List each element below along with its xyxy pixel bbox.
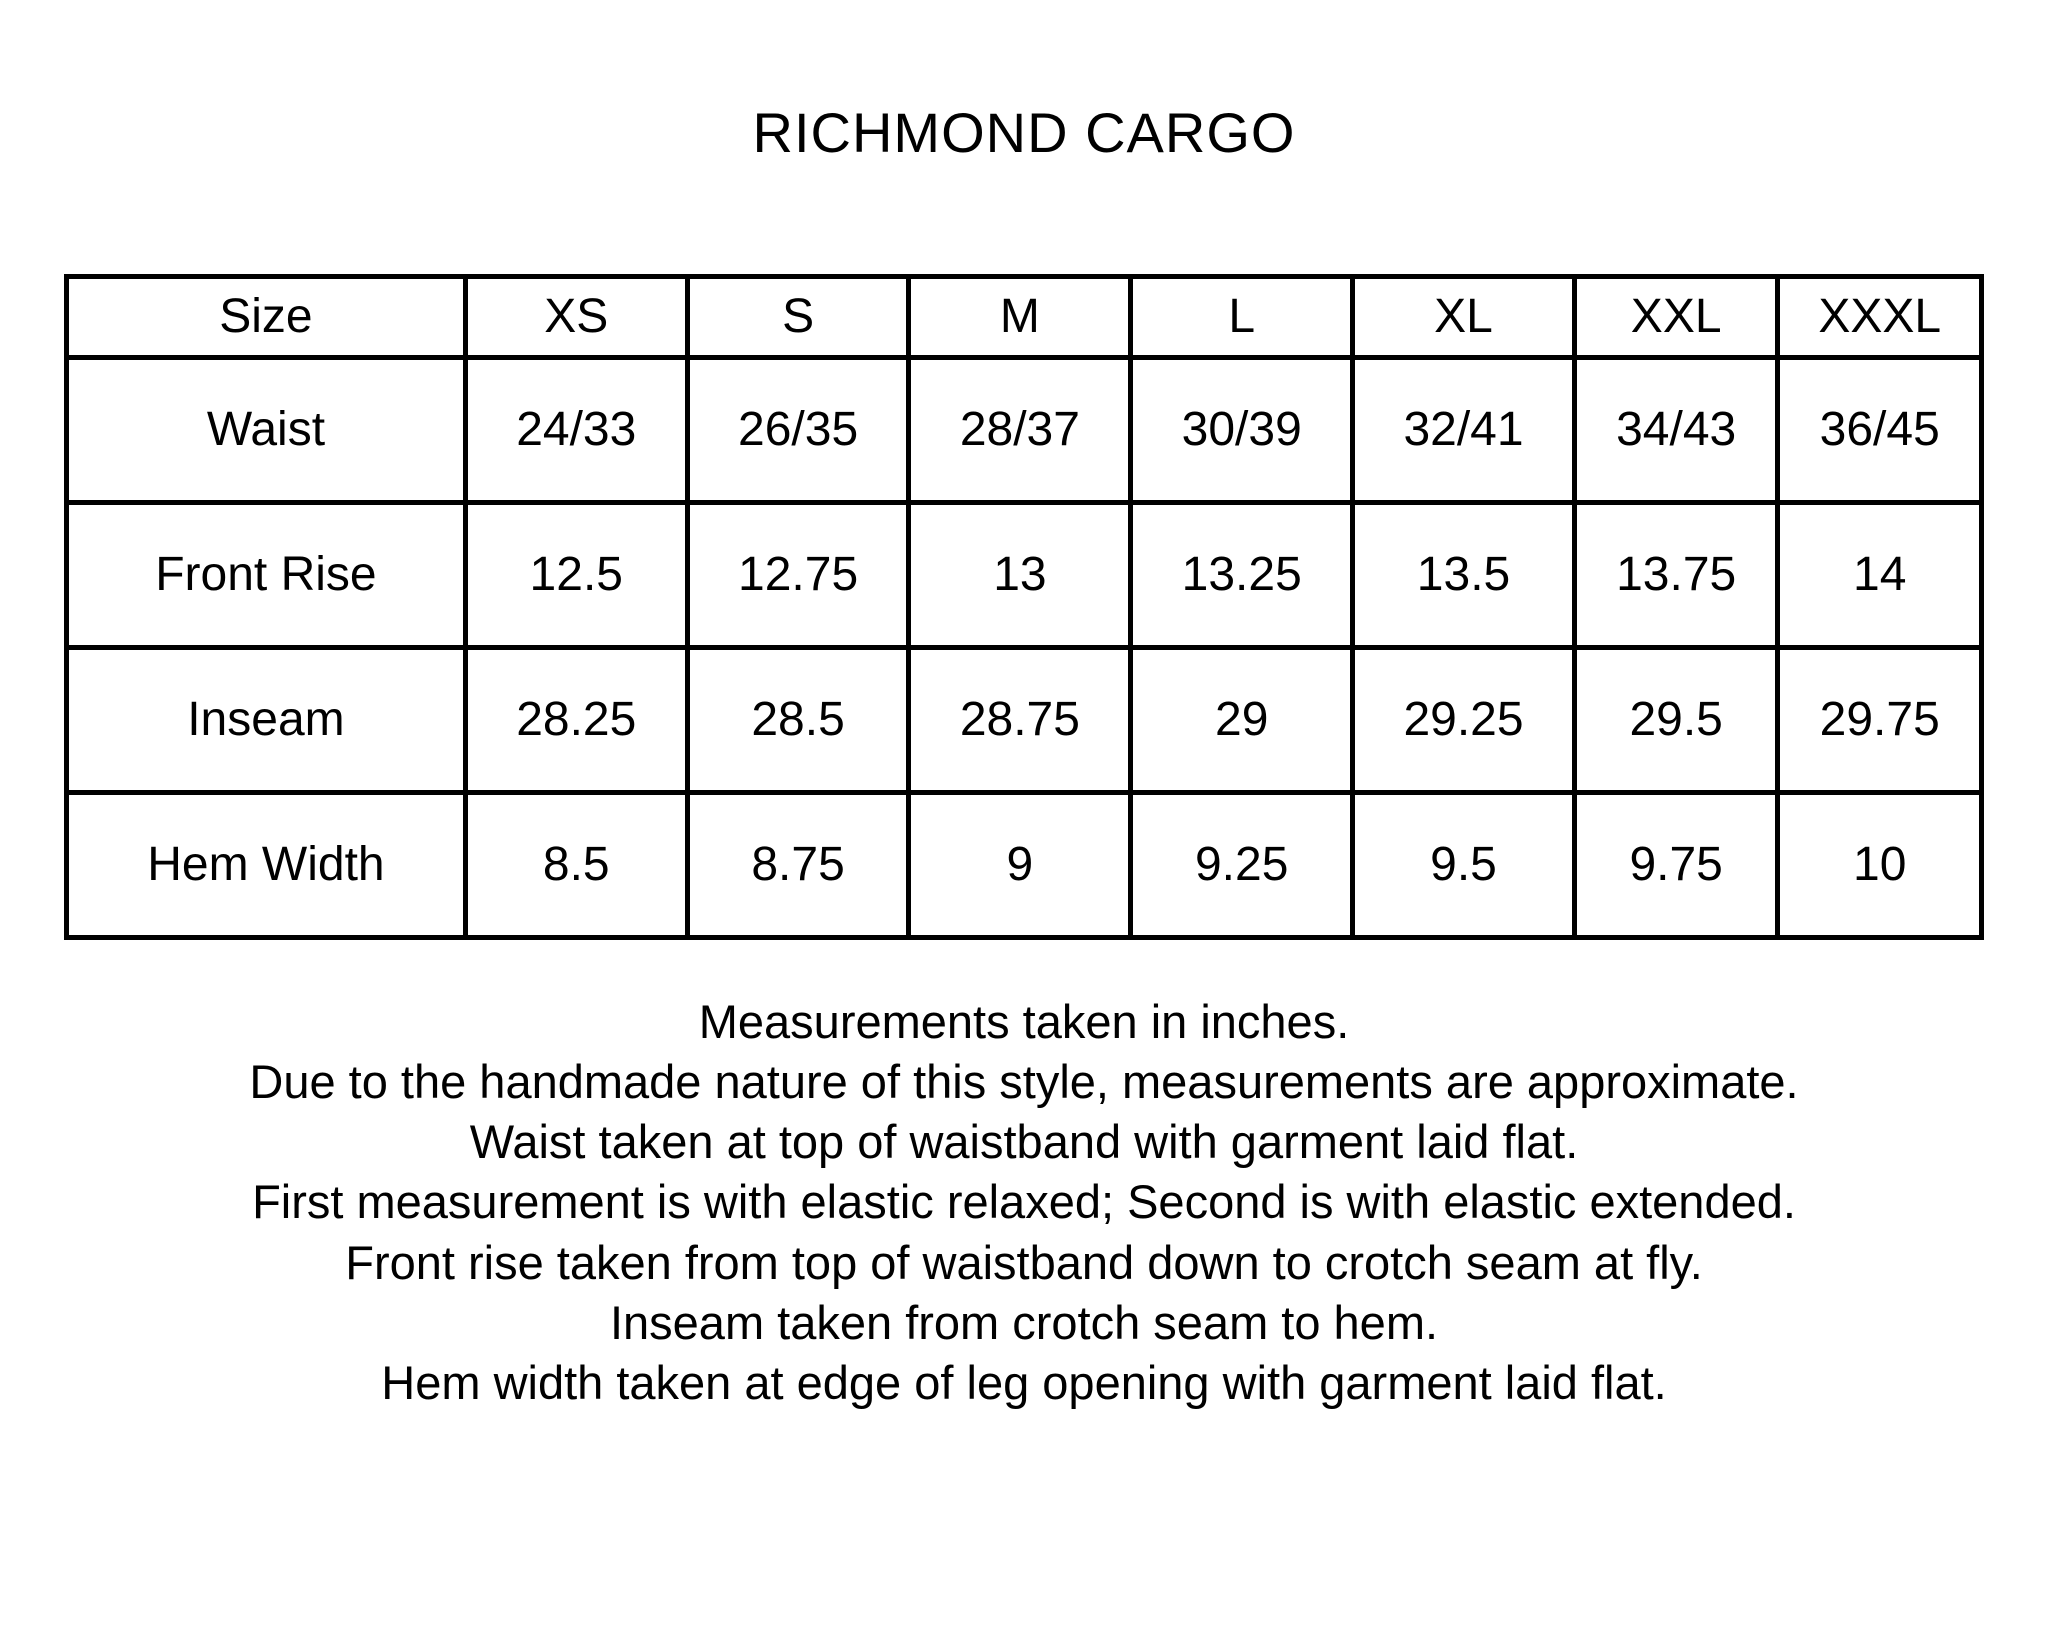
note-line: Due to the handmade nature of this style, measurements are approximate. (249, 1055, 1799, 1109)
table-cell: 14 (1778, 503, 1982, 648)
table-row (67, 358, 1982, 503)
table-cell: 30/39 (1131, 358, 1353, 503)
table-cell: 9.75 (1574, 793, 1778, 938)
table-cell: 24/33 (465, 358, 687, 503)
table-cell: 28.25 (465, 648, 687, 793)
note-line: Waist taken at top of waistband with garment laid flat. (469, 1115, 1579, 1169)
table-cell: 9.5 (1353, 793, 1575, 938)
table-header-row (67, 277, 1982, 358)
table-cell: 10 (1778, 793, 1982, 938)
table-cell: 32/41 (1353, 358, 1575, 503)
table-header-cell: XL (1353, 277, 1575, 358)
table-header-cell: Size (67, 277, 466, 358)
table-cell: 28.75 (909, 648, 1131, 793)
note-line: Measurements taken in inches. (698, 995, 1350, 1048)
table-cell: 12.5 (465, 503, 687, 648)
table-cell: 8.75 (687, 793, 909, 938)
size-chart-table-wrapper (64, 274, 1984, 940)
table-cell: 12.75 (687, 503, 909, 648)
row-label: Waist (67, 358, 466, 503)
table-cell: 13 (909, 503, 1131, 648)
table-cell: 29.5 (1574, 648, 1778, 793)
note-line: First measurement is with elastic relaxed; Second is with elastic extended. (252, 1175, 1796, 1229)
table-cell: 13.5 (1353, 503, 1575, 648)
table-cell: 34/43 (1574, 358, 1778, 503)
table-header-cell: XXXL (1778, 277, 1982, 358)
table-cell: 28/37 (909, 358, 1131, 503)
table-cell: 29.75 (1778, 648, 1982, 793)
table-cell: 13.25 (1131, 503, 1353, 648)
note-line: Hem width taken at edge of leg opening with garment laid flat. (381, 1355, 1667, 1409)
table-cell: 36/45 (1778, 358, 1982, 503)
table-row (67, 793, 1982, 938)
table-cell: 26/35 (687, 358, 909, 503)
note-line: Front rise taken from top of waistband down to crotch seam at fly. (345, 1235, 1703, 1289)
table-cell: 9.25 (1131, 793, 1353, 938)
table-cell: 13.75 (1574, 503, 1778, 648)
table-row (67, 648, 1982, 793)
table-cell: 29 (1131, 648, 1353, 793)
table-cell: 9 (909, 793, 1131, 938)
row-label: Hem Width (67, 793, 466, 938)
table-header-cell: S (687, 277, 909, 358)
page-title: RICHMOND CARGO (752, 101, 1296, 164)
note-line: Inseam taken from crotch seam to hem. (609, 1295, 1439, 1349)
table-cell: 28.5 (687, 648, 909, 793)
row-label: Inseam (67, 648, 466, 793)
table-header-cell: M (909, 277, 1131, 358)
table-header-cell: XS (465, 277, 687, 358)
measurement-notes (0, 992, 2048, 1413)
size-chart-table (64, 274, 1984, 940)
table-header-cell: L (1131, 277, 1353, 358)
size-chart-page (0, 101, 2048, 1641)
table-row (67, 503, 1982, 648)
row-label: Front Rise (67, 503, 466, 648)
table-cell: 8.5 (465, 793, 687, 938)
table-cell: 29.25 (1353, 648, 1575, 793)
table-header-cell: XXL (1574, 277, 1778, 358)
